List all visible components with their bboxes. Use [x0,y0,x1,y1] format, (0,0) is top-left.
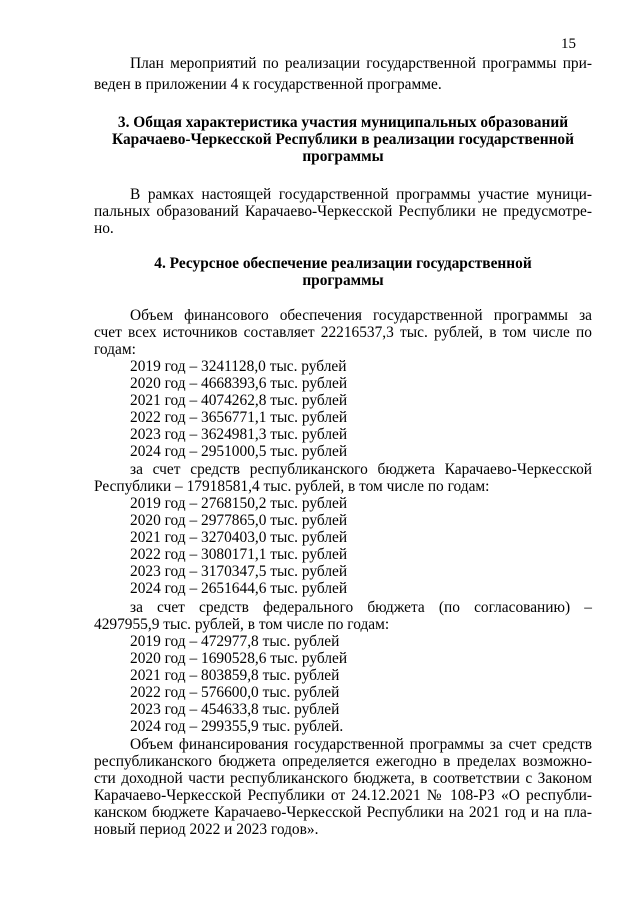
total-year-line: 2021 год – 4074262,8 тыс. рублей [130,392,348,409]
section-3-text-line: пальных образований Карачаево-Черкесской Республики не предусмотре- [94,203,592,220]
total-intro-line: Объем финансового обеспечения государственной программы за [130,307,592,324]
regional-year-line: 2019 год – 2768150,2 тыс. рублей [130,495,348,512]
section-3-heading: программы [302,148,384,165]
total-year-line: 2020 год – 4668393,6 тыс. рублей [130,375,348,392]
section-4-heading: программы [302,272,384,289]
federal-year-line: 2020 год – 1690528,6 тыс. рублей [130,650,348,667]
closing-line: канском бюджете Карачаево-Черкесской Республики на 2021 год и на пла- [94,804,592,821]
federal-year-line: 2023 год – 454633,8 тыс. рублей [130,701,340,718]
regional-intro-line: за счет средств республиканского бюджета Карачаево-Черкесской [130,461,592,478]
section-3-text-line: но. [94,220,114,237]
intro-line: План мероприятий по реализации государственной программы при- [130,55,592,72]
regional-year-line: 2023 год – 3170347,5 тыс. рублей [130,563,348,580]
section-3-heading: Карачаево-Черкесской Республики в реализации государственной [112,131,574,148]
closing-line: Объем финансирования государственной программы за счет средств [130,736,592,753]
page-number: 15 [561,36,576,52]
total-intro-line: годам: [94,341,136,358]
closing-line: Карачаево-Черкесской Республики от 24.12.2021 № 108-РЗ «О республи- [94,787,592,804]
section-4-heading: 4. Ресурсное обеспечение реализации государственной [154,255,532,272]
section-3-text-line: В рамках настоящей государственной программы участие муници- [130,186,592,203]
total-year-line: 2019 год – 3241128,0 тыс. рублей [130,358,347,375]
regional-year-line: 2020 год – 2977865,0 тыс. рублей [130,512,348,529]
regional-year-line: 2024 год – 2651644,6 тыс. рублей [130,580,348,597]
federal-year-line: 2021 год – 803859,8 тыс. рублей [130,667,340,684]
federal-intro-line: 4297955,9 тыс. рублей, в том числе по годам: [94,616,390,633]
regional-year-line: 2022 год – 3080171,1 тыс. рублей [130,546,348,563]
federal-year-line: 2019 год – 472977,8 тыс. рублей [130,633,340,650]
total-year-line: 2024 год – 2951000,5 тыс. рублей [130,443,348,460]
regional-year-line: 2021 год – 3270403,0 тыс. рублей [130,529,348,546]
section-3-heading: 3. Общая характеристика участия муниципальных образований [117,114,569,131]
total-year-line: 2022 год – 3656771,1 тыс. рублей [130,409,348,426]
federal-year-line: 2022 год – 576600,0 тыс. рублей [130,684,340,701]
federal-year-line: 2024 год – 299355,9 тыс. рублей. [130,718,344,735]
federal-intro-line: за счет средств федерального бюджета (по согласованию) – [130,599,592,616]
intro-line: веден в приложении 4 к государственной программе. [94,76,442,93]
total-year-line: 2023 год – 3624981,3 тыс. рублей [130,426,348,443]
closing-line: республиканского бюджета определяется ежегодно в пределах возможно- [94,753,592,770]
total-intro-line: счет всех источников составляет 22216537,3 тыс. рублей, в том числе по [94,324,592,341]
closing-line: новый период 2022 и 2023 годов». [94,821,319,838]
closing-line: сти доходной части республиканского бюджета, в соответствии с Законом [94,770,592,787]
regional-intro-line: Республики – 17918581,4 тыс. рублей, в том числе по годам: [94,478,490,495]
